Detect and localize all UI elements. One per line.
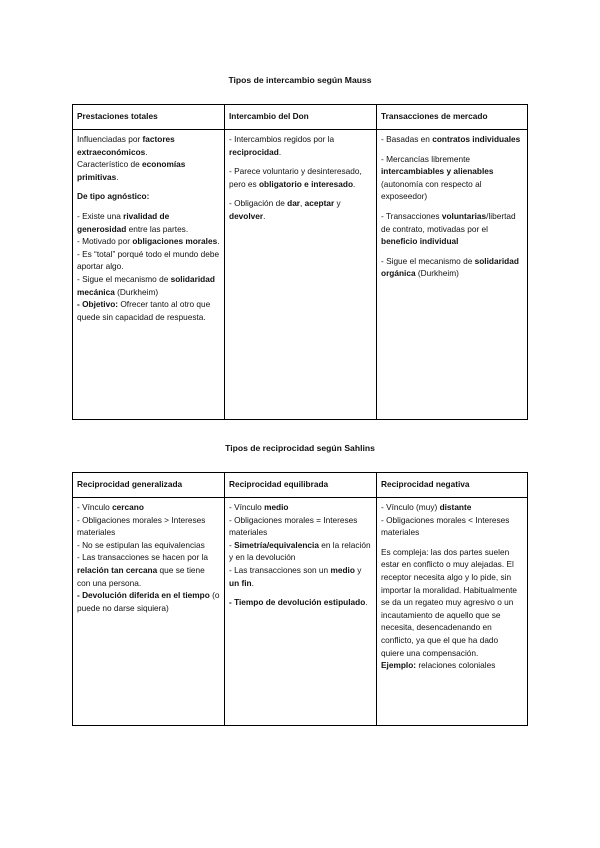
bullet: - Mercancías libremente intercambiables y alienables (autonomía con respecto al exposeedor) <box>381 153 494 202</box>
mauss-header-row <box>73 105 528 130</box>
sahlins-title: Tipos de reciprocidad según Sahlins <box>225 443 375 453</box>
bullet: - Obligaciones morales < Intereses materiales <box>381 514 510 538</box>
cell-prestaciones-totales <box>73 130 225 420</box>
bullet: - Intercambios regidos por la reciprocidad. <box>229 134 335 157</box>
bullet: - Vínculo cercano <box>77 502 144 512</box>
mauss-title: Tipos de intercambio según Mauss <box>228 75 372 85</box>
sahlins-body-row <box>73 498 528 726</box>
sahlins-table <box>72 472 528 726</box>
bullet: - Vínculo medio <box>229 502 289 512</box>
text-line: Influenciadas por factores extraeconómicos. <box>77 134 175 157</box>
bullet: - Parece voluntario y desinteresado, pero es obligatorio e interesado. <box>229 166 362 189</box>
bullet: - Existe una rivalidad de generosidad entre las partes. <box>77 210 189 234</box>
bullet: - Las transacciones son un medio y un fin. <box>229 564 362 588</box>
bullet: - Es “total” porqué todo el mundo debe aportar algo. <box>77 248 220 272</box>
cell-reciprocidad-equilibrada <box>225 498 377 726</box>
header-intercambio-del-don: Intercambio del Don <box>225 105 377 130</box>
bullet: - Obligaciones morales = Intereses materiales <box>229 514 358 538</box>
bullet: - Devolución diferida en el tiempo (o puede no darse siquiera) <box>77 590 220 613</box>
bullet: - Vínculo (muy) distante <box>381 502 472 512</box>
text-line: Característico de economías primitivas. <box>77 159 186 182</box>
bullet: - Objetivo: Ofrecer tanto al otro que quede sin capacidad de respuesta. <box>77 299 211 322</box>
paragraph: Es compleja: las dos partes suelen estar en conflicto o muy alejadas. El receptor necesita algo y lo pide, sin importar la moralidad. Habitualmente se da un regateo muy agresivo o un incautamiento de aquello que se necesita, desencadenando en conflicto, ya que el que ha dado quiere una compensación. <box>381 546 518 658</box>
mauss-table <box>72 104 528 420</box>
header-transacciones-de-mercado: Transacciones de mercado <box>377 105 528 130</box>
cell-intercambio-del-don <box>225 130 377 420</box>
sahlins-header-row <box>73 473 528 498</box>
cell-reciprocidad-negativa <box>377 498 528 726</box>
header-reciprocidad-equilibrada: Reciprocidad equilibrada <box>225 473 377 498</box>
bullet: - Obligaciones morales > Intereses materiales <box>77 514 206 538</box>
example-line: Ejemplo: relaciones coloniales <box>381 660 496 671</box>
bullet: - Simetría/equivalencia en la relación y en la devolución <box>229 539 371 563</box>
mauss-body-row <box>73 130 528 420</box>
bullet: - Basadas en contratos individuales <box>381 134 521 144</box>
bullet: - Transacciones voluntarias/libertad de contrato, motivadas por el beneficio individual <box>381 210 516 247</box>
bullet: - Las transacciones se hacen por la relación tan cercana que se tiene con una persona. <box>77 552 208 588</box>
bullet: - Motivado por obligaciones morales. <box>77 236 220 247</box>
bullet: - No se estipulan las equivalencias <box>77 539 205 550</box>
bullet: - Sigue el mecanismo de solidaridad mecánica (Durkheim) <box>77 273 215 297</box>
cell-reciprocidad-generalizada <box>73 498 225 726</box>
header-reciprocidad-negativa: Reciprocidad negativa <box>377 473 528 498</box>
cell-transacciones-de-mercado <box>377 130 528 420</box>
text-line: De tipo agnóstico: <box>77 191 150 202</box>
bullet: - Sigue el mecanismo de solidaridad orgánica (Durkheim) <box>381 255 519 279</box>
header-reciprocidad-generalizada: Reciprocidad generalizada <box>73 473 225 498</box>
header-prestaciones-totales: Prestaciones totales <box>73 105 225 130</box>
bullet: - Tiempo de devolución estipulado. <box>229 597 368 608</box>
bullet: - Obligación de dar, aceptar y devolver. <box>229 198 341 221</box>
